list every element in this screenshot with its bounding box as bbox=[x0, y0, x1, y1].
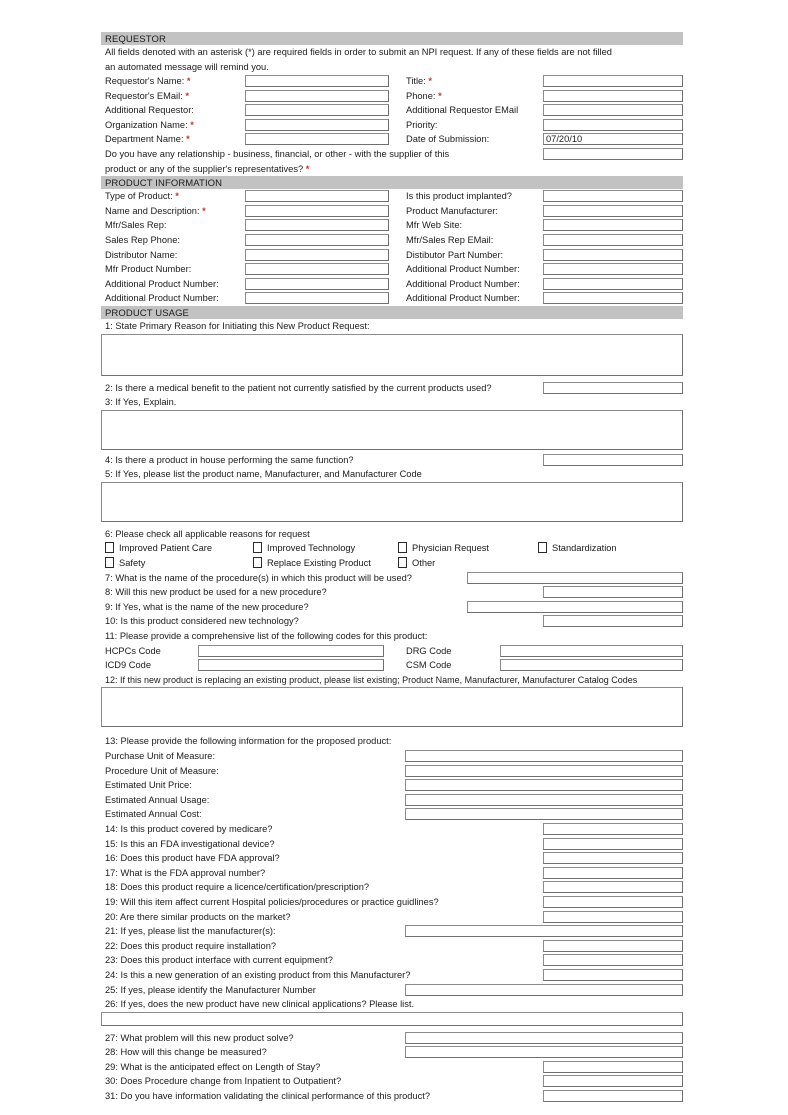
label-estimated-annual-usage: Estimated Annual Usage: bbox=[105, 794, 210, 805]
textarea-question-26[interactable] bbox=[101, 1012, 683, 1026]
input-question-21[interactable] bbox=[405, 925, 683, 937]
question-19-row bbox=[101, 895, 683, 910]
input-question-27[interactable] bbox=[405, 1032, 683, 1044]
input-question-16[interactable] bbox=[543, 852, 683, 864]
input-department-name[interactable] bbox=[245, 133, 389, 145]
label-date-of-submission: Date of Submission: bbox=[406, 134, 490, 145]
label-mfr-web-site: Mfr Web Site: bbox=[406, 220, 463, 231]
label-question-21: 21: If yes, please list the manufacturer(s): bbox=[105, 926, 276, 937]
requestor-instructions-line-1: All fields denoted with an asterisk (*) are required fields in order to submit an NPI request. If any of these fields are not filled bbox=[105, 47, 612, 57]
requestor-row-organization bbox=[101, 118, 683, 133]
input-additional-product-number-5[interactable] bbox=[543, 292, 683, 304]
label-additional-requestor-email: Additional Requestor EMail bbox=[406, 105, 519, 116]
label-question-6: 6: Please check all applicable reasons for request bbox=[105, 528, 310, 539]
input-question-17[interactable] bbox=[543, 867, 683, 879]
label-additional-product-number-2: Additional Product Number: bbox=[105, 278, 219, 289]
product-info-row-8 bbox=[101, 291, 683, 306]
label-question-8: 8: Will this new product be used for a new procedure? bbox=[105, 587, 327, 598]
input-question-24[interactable] bbox=[543, 969, 683, 981]
question-3-row bbox=[101, 395, 683, 410]
input-estimated-annual-cost[interactable] bbox=[405, 808, 683, 820]
requestor-instructions-line-2: an automated message will remind you. bbox=[105, 61, 269, 72]
label-question-29: 29: What is the anticipated effect on Length of Stay? bbox=[105, 1061, 321, 1072]
input-question-31[interactable] bbox=[543, 1090, 683, 1102]
required-asterisk: * bbox=[428, 76, 433, 86]
checkbox-standardization[interactable] bbox=[538, 542, 547, 553]
requestor-row-name bbox=[101, 74, 683, 89]
required-asterisk: * bbox=[185, 90, 189, 101]
input-question-2[interactable] bbox=[543, 382, 683, 394]
label-question-19: 19: Will this item affect current Hospital policies/procedures or practice guidlines? bbox=[105, 896, 439, 907]
input-question-14[interactable] bbox=[543, 823, 683, 835]
input-mfr-product-number[interactable] bbox=[245, 263, 389, 275]
question-12-row bbox=[101, 673, 683, 688]
label-question-25: 25: If yes, please identify the Manufacturer Number bbox=[105, 984, 316, 995]
input-question-30[interactable] bbox=[543, 1075, 683, 1087]
input-sales-rep-phone[interactable] bbox=[245, 234, 389, 246]
product-info-row-1 bbox=[101, 189, 683, 204]
input-phone[interactable] bbox=[543, 90, 683, 102]
input-title[interactable] bbox=[543, 75, 683, 87]
label-icd9-code: ICD9 Code bbox=[105, 660, 151, 671]
label-question-15: 15: Is this an FDA investigational device? bbox=[105, 838, 275, 849]
label-department-name: Department Name: * bbox=[105, 134, 190, 145]
question-16-row bbox=[101, 851, 683, 866]
question-17-row bbox=[101, 866, 683, 881]
textarea-question-3[interactable] bbox=[101, 410, 683, 450]
question-13-field-row-2 bbox=[101, 764, 683, 779]
label-question-9: 9: If Yes, what is the name of the new procedure? bbox=[105, 601, 309, 612]
section-header-product-information: PRODUCT INFORMATION bbox=[101, 176, 683, 189]
input-question-4[interactable] bbox=[543, 454, 683, 466]
question-6-checkbox-row-1 bbox=[101, 541, 683, 556]
required-asterisk: * bbox=[186, 134, 190, 145]
question-26-row bbox=[101, 997, 683, 1012]
label-priority: Priority: bbox=[406, 119, 438, 130]
checkbox-physician-request[interactable] bbox=[398, 542, 407, 553]
question-23-row bbox=[101, 953, 683, 968]
required-asterisk: * bbox=[190, 119, 194, 130]
label-requestors-email: Requestor's EMail: * bbox=[105, 90, 189, 101]
input-distributor-name[interactable] bbox=[245, 249, 389, 261]
label-question-10: 10: Is this product considered new technology? bbox=[105, 616, 299, 627]
label-organization-name: Organization Name: * bbox=[105, 119, 194, 130]
question-11-codes-row-2 bbox=[101, 658, 683, 673]
product-info-row-6 bbox=[101, 262, 683, 277]
label-phone: Phone: * bbox=[406, 90, 442, 101]
label-estimated-unit-price: Estimated Unit Price: bbox=[105, 780, 192, 791]
input-drg-code[interactable] bbox=[500, 645, 683, 657]
label-sales-rep-phone: Sales Rep Phone: bbox=[105, 234, 180, 245]
input-question-8[interactable] bbox=[543, 586, 683, 598]
label-hcpcs-code: HCPCs Code bbox=[105, 645, 161, 656]
label-additional-product-number-5: Additional Product Number: bbox=[406, 293, 520, 304]
input-question-29[interactable] bbox=[543, 1061, 683, 1073]
product-info-row-5 bbox=[101, 248, 683, 263]
label-question-11: 11: Please provide a comprehensive list of the following codes for this product: bbox=[105, 631, 428, 642]
checkbox-improved-technology[interactable] bbox=[253, 542, 262, 553]
input-is-product-implanted[interactable] bbox=[543, 190, 683, 202]
label-question-30: 30: Does Procedure change from Inpatient to Outpatient? bbox=[105, 1076, 342, 1087]
input-hcpcs-code[interactable] bbox=[198, 645, 384, 657]
label-product-manufacturer: Product Manufacturer: bbox=[406, 205, 498, 216]
label-distributor-part-number: Distibutor Part Number: bbox=[406, 249, 504, 260]
input-relationship-answer[interactable] bbox=[543, 148, 683, 160]
question-6-row bbox=[101, 527, 683, 542]
label-question-24: 24: Is this a new generation of an existing product from this Manufacturer? bbox=[105, 969, 411, 980]
question-11-codes-row-1 bbox=[101, 644, 683, 659]
input-distributor-part-number[interactable] bbox=[543, 249, 683, 261]
label-question-13: 13: Please provide the following information for the proposed product: bbox=[105, 736, 392, 747]
input-additional-product-number-4[interactable] bbox=[245, 292, 389, 304]
requestor-row-email bbox=[101, 89, 683, 104]
input-requestors-name[interactable] bbox=[245, 75, 389, 87]
input-additional-requestor[interactable] bbox=[245, 104, 389, 116]
label-question-7: 7: What is the name of the procedure(s) in which this product will be used? bbox=[105, 572, 412, 583]
label-question-14: 14: Is this product covered by medicare? bbox=[105, 823, 273, 834]
question-9-row bbox=[101, 600, 683, 615]
question-18-row bbox=[101, 880, 683, 895]
label-question-17: 17: What is the FDA approval number? bbox=[105, 867, 266, 878]
input-question-15[interactable] bbox=[543, 838, 683, 850]
checkbox-improved-patient-care[interactable] bbox=[105, 542, 114, 553]
question-20-row bbox=[101, 910, 683, 925]
label-physician-request: Physician Request bbox=[412, 543, 489, 554]
required-asterisk: * bbox=[186, 76, 191, 86]
required-asterisk: * bbox=[202, 205, 206, 216]
checkbox-safety[interactable] bbox=[105, 557, 114, 568]
label-type-of-product: Type of Product: * bbox=[105, 191, 179, 202]
question-25-row bbox=[101, 983, 683, 998]
label-safety: Safety bbox=[119, 558, 146, 569]
input-question-9[interactable] bbox=[467, 601, 683, 613]
input-additional-product-number-2[interactable] bbox=[245, 278, 389, 290]
question-11-row bbox=[101, 629, 683, 644]
input-additional-product-number-3[interactable] bbox=[543, 278, 683, 290]
label-standardization: Standardization bbox=[552, 543, 617, 554]
label-mfr-product-number: Mfr Product Number: bbox=[105, 264, 192, 275]
product-info-row-7 bbox=[101, 277, 683, 292]
question-13-row bbox=[101, 734, 683, 749]
label-relationship-question-line-2: product or any of the supplier's representatives? * bbox=[105, 163, 310, 174]
input-type-of-product[interactable] bbox=[245, 190, 389, 202]
textarea-question-12[interactable] bbox=[101, 687, 683, 727]
input-mfr-sales-rep-email[interactable] bbox=[543, 234, 683, 246]
label-additional-requestor: Additional Requestor: bbox=[105, 105, 194, 116]
label-question-31: 31: Do you have information validating the clinical performance of this product? bbox=[105, 1091, 431, 1102]
label-additional-product-number-1: Additional Product Number: bbox=[406, 264, 520, 275]
question-27-row bbox=[101, 1031, 683, 1046]
label-question-5: 5: If Yes, please list the product name, Manufacturer, and Manufacturer Code bbox=[105, 469, 422, 480]
label-is-product-implanted: Is this product implanted? bbox=[406, 191, 512, 202]
input-mfr-sales-rep[interactable] bbox=[245, 219, 389, 231]
label-question-4: 4: Is there a product in house performing the same function? bbox=[105, 454, 354, 465]
input-question-23[interactable] bbox=[543, 954, 683, 966]
textarea-question-5[interactable] bbox=[101, 482, 683, 522]
product-info-row-3 bbox=[101, 218, 683, 233]
label-question-18: 18: Does this product require a licence/certification/prescription? bbox=[105, 882, 370, 893]
input-question-22[interactable] bbox=[543, 940, 683, 952]
label-distributor-name: Distributor Name: bbox=[105, 249, 178, 260]
label-csm-code: CSM Code bbox=[406, 660, 452, 671]
input-mfr-web-site[interactable] bbox=[543, 219, 683, 231]
label-question-12: 12: If this new product is replacing an existing product, please list existing; Product Name, Manufacturer, Manufacturer Catalog Codes bbox=[105, 674, 638, 685]
label-question-16: 16: Does this product have FDA approval? bbox=[105, 853, 280, 864]
question-6-checkbox-row-2 bbox=[101, 556, 683, 571]
label-question-20: 20: Are there similar products on the market? bbox=[105, 911, 291, 922]
product-info-row-2 bbox=[101, 204, 683, 219]
input-requestors-email[interactable] bbox=[245, 90, 389, 102]
label-title: Title: * bbox=[406, 76, 433, 86]
input-question-19[interactable] bbox=[543, 896, 683, 908]
input-priority[interactable] bbox=[543, 119, 683, 131]
label-improved-patient-care: Improved Patient Care bbox=[119, 543, 213, 554]
question-14-row bbox=[101, 822, 683, 837]
input-organization-name[interactable] bbox=[245, 119, 389, 131]
section-header-requestor: REQUESTOR bbox=[101, 32, 683, 45]
question-4-row bbox=[101, 453, 683, 468]
label-procedure-unit-of-measure: Procedure Unit of Measure: bbox=[105, 765, 219, 776]
requestor-row-additional bbox=[101, 103, 683, 118]
required-asterisk: * bbox=[305, 163, 310, 174]
label-mfr-sales-rep: Mfr/Sales Rep: bbox=[105, 220, 167, 231]
label-question-23: 23: Does this product interface with current equipment? bbox=[105, 955, 333, 966]
label-question-1: 1: State Primary Reason for Initiating this New Product Request: bbox=[105, 320, 370, 331]
requestor-row-relationship-1 bbox=[101, 147, 683, 162]
input-procedure-unit-of-measure[interactable] bbox=[405, 765, 683, 777]
question-28-row bbox=[101, 1045, 683, 1060]
input-question-20[interactable] bbox=[543, 911, 683, 923]
input-additional-requestor-email[interactable] bbox=[543, 104, 683, 116]
label-additional-product-number-4: Additional Product Number: bbox=[105, 293, 219, 304]
checkbox-replace-existing-product[interactable] bbox=[253, 557, 262, 568]
label-question-28: 28: How will this change be measured? bbox=[105, 1047, 267, 1058]
textarea-question-1[interactable] bbox=[101, 334, 683, 376]
required-asterisk: * bbox=[438, 90, 442, 101]
label-question-3: 3: If Yes, Explain. bbox=[105, 397, 177, 408]
input-product-manufacturer[interactable] bbox=[543, 205, 683, 217]
input-date-of-submission[interactable]: 07/20/10 bbox=[543, 133, 683, 145]
question-13-field-row-4 bbox=[101, 793, 683, 808]
question-7-row bbox=[101, 571, 683, 586]
question-22-row bbox=[101, 939, 683, 954]
question-13-field-row-3 bbox=[101, 778, 683, 793]
input-estimated-unit-price[interactable] bbox=[405, 779, 683, 791]
label-estimated-annual-cost: Estimated Annual Cost: bbox=[105, 809, 202, 820]
question-5-row bbox=[101, 467, 683, 482]
label-name-and-description: Name and Description: * bbox=[105, 205, 206, 216]
question-13-field-row-1 bbox=[101, 749, 683, 764]
section-header-product-usage: PRODUCT USAGE bbox=[101, 306, 683, 319]
question-15-row bbox=[101, 837, 683, 852]
checkbox-other[interactable] bbox=[398, 557, 407, 568]
npi-request-form bbox=[101, 32, 683, 1104]
input-question-28[interactable] bbox=[405, 1046, 683, 1058]
question-21-row bbox=[101, 924, 683, 939]
input-name-and-description[interactable] bbox=[245, 205, 389, 217]
question-10-row bbox=[101, 614, 683, 629]
product-info-row-4 bbox=[101, 233, 683, 248]
input-question-10[interactable] bbox=[543, 615, 683, 627]
input-question-25[interactable] bbox=[405, 984, 683, 996]
label-question-27: 27: What problem will this new product solve? bbox=[105, 1032, 294, 1043]
input-question-7[interactable] bbox=[467, 572, 683, 584]
question-31-row bbox=[101, 1089, 683, 1104]
label-replace-existing-product: Replace Existing Product bbox=[267, 558, 371, 569]
question-30-row bbox=[101, 1074, 683, 1089]
input-estimated-annual-usage[interactable] bbox=[405, 794, 683, 806]
label-relationship-question-line-1: Do you have any relationship - business, financial, or other - with the supplier of this bbox=[105, 148, 450, 159]
label-requestors-name: Requestor's Name: * bbox=[105, 76, 191, 86]
question-8-row bbox=[101, 585, 683, 600]
label-purchase-unit-of-measure: Purchase Unit of Measure: bbox=[105, 751, 216, 761]
question-29-row bbox=[101, 1060, 683, 1075]
label-improved-technology: Improved Technology bbox=[267, 543, 356, 554]
requestor-row-relationship-2 bbox=[101, 162, 683, 177]
label-other: Other bbox=[412, 558, 436, 569]
input-purchase-unit-of-measure[interactable] bbox=[405, 750, 683, 762]
label-question-26: 26: If yes, does the new product have new clinical applications? Please list. bbox=[105, 999, 415, 1010]
label-mfr-sales-rep-email: Mfr/Sales Rep EMail: bbox=[406, 234, 494, 245]
label-drg-code: DRG Code bbox=[406, 645, 452, 656]
input-additional-product-number-1[interactable] bbox=[543, 263, 683, 275]
label-question-2: 2: Is there a medical benefit to the patient not currently satisfied by the current products used? bbox=[105, 382, 492, 393]
input-question-18[interactable] bbox=[543, 881, 683, 893]
requestor-row-department bbox=[101, 132, 683, 147]
input-csm-code[interactable] bbox=[500, 659, 683, 671]
required-asterisk: * bbox=[175, 191, 179, 202]
question-13-field-row-5 bbox=[101, 807, 683, 822]
label-question-22: 22: Does this product require installation? bbox=[105, 940, 277, 951]
question-2-row bbox=[101, 381, 683, 396]
question-24-row bbox=[101, 968, 683, 983]
label-additional-product-number-3: Additional Product Number: bbox=[406, 278, 520, 289]
question-1-row bbox=[101, 319, 683, 334]
input-icd9-code[interactable] bbox=[198, 659, 384, 671]
